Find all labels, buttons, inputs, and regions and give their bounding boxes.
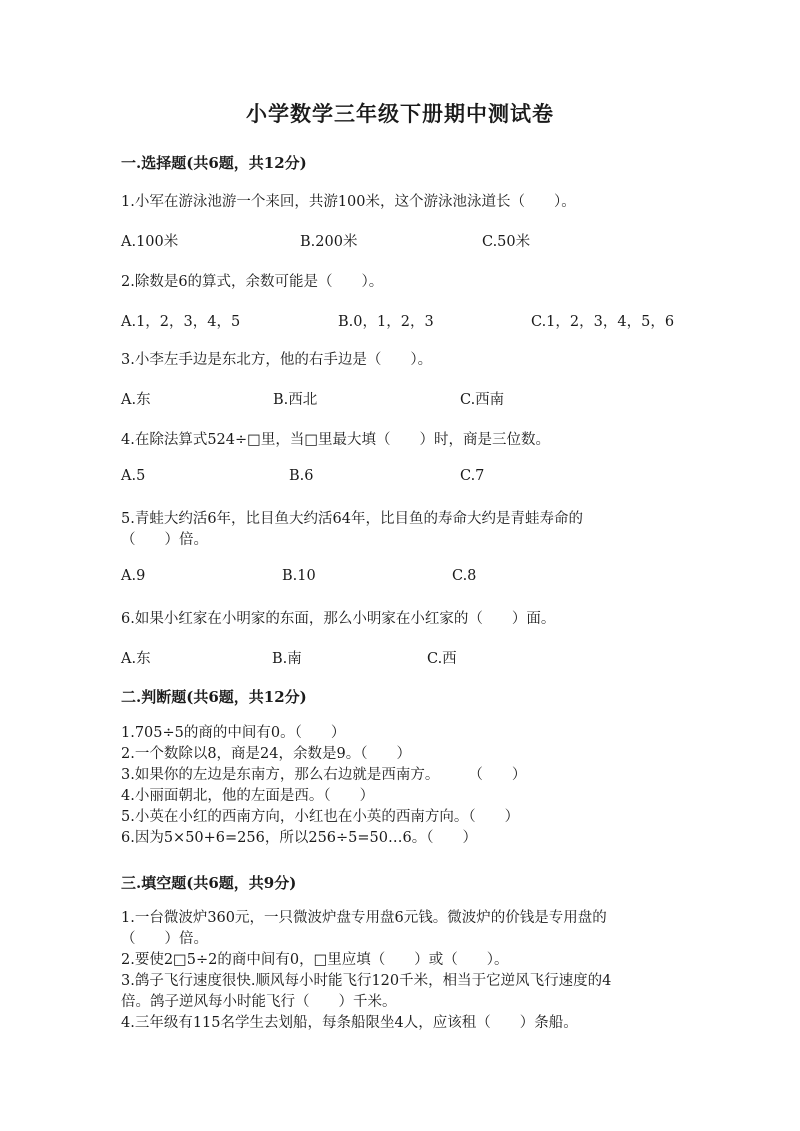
page-title: 小学数学三年级下册期中测试卷: [246, 101, 554, 126]
judge-item-5: 5.小英在小红的西南方向，小红也在小英的西南方向。（ ）: [121, 809, 520, 825]
choice-q5-option-c: C.8: [452, 568, 477, 584]
judge-item-3: 3.如果你的左边是东南方，那么右边就是西南方。 （ ）: [121, 767, 527, 783]
section-heading-choice: 一.选择题(共6题，共12分): [121, 154, 307, 172]
section-heading-fill: 三.填空题(共6题，共9分): [121, 874, 297, 892]
fill-item-1: 1.一台微波炉360元，一只微波炉盘专用盘6元钱。微波炉的价钱是专用盘的: [121, 910, 607, 926]
judge-item-1: 1.705÷5的商的中间有0。（ ）: [121, 725, 346, 741]
choice-question-5-cont: （ ）倍。: [121, 532, 208, 548]
judge-item-4: 4.小丽面朝北，他的左面是西。（ ）: [121, 788, 375, 804]
choice-q2-option-b: B.0，1，2，3: [338, 314, 434, 330]
choice-q6-option-b: B.南: [272, 651, 302, 667]
choice-q6-option-a: A.东: [121, 651, 151, 667]
choice-question-5: 5.青蛙大约活6年，比目鱼大约活64年，比目鱼的寿命大约是青蛙寿命的: [121, 511, 584, 527]
choice-q1-option-b: B.200米: [300, 234, 358, 250]
choice-question-3: 3.小李左手边是东北方，他的右手边是（ ）。: [121, 352, 433, 368]
choice-q4-option-b: B.6: [289, 468, 314, 484]
choice-question-2: 2.除数是6的算式，余数可能是（ ）。: [121, 274, 384, 290]
fill-item-4: 4.三年级有115名学生去划船，每条船限坐4人，应该租（ ）条船。: [121, 1015, 578, 1031]
judge-item-2: 2.一个数除以8，商是24，余数是9。（ ）: [121, 746, 411, 762]
choice-q1-option-c: C.50米: [482, 234, 531, 250]
choice-question-6: 6.如果小红家在小明家的东面，那么小明家在小红家的（ ）面。: [121, 611, 556, 627]
judge-item-6: 6.因为5×50+6=256，所以256÷5=50…6。（ ）: [121, 830, 477, 846]
fill-item-2: 2.要使2□5÷2的商中间有0，□里应填（ ）或（ ）。: [121, 952, 509, 968]
choice-q3-option-c: C.西南: [460, 392, 505, 408]
section-heading-judge: 二.判断题(共6题，共12分): [121, 688, 307, 706]
choice-q3-option-b: B.西北: [273, 392, 318, 408]
choice-q5-option-b: B.10: [282, 568, 316, 584]
choice-q2-option-c: C.1，2，3，4，5，6: [531, 314, 675, 330]
choice-question-4: 4.在除法算式524÷□里，当□里最大填（ ）时，商是三位数。: [121, 432, 551, 448]
choice-question-1: 1.小军在游泳池游一个来回，共游100米，这个游泳池泳道长（ ）。: [121, 194, 576, 210]
choice-q4-option-a: A.5: [121, 468, 146, 484]
fill-item-3: 3.鸽子飞行速度很快.顺风每小时能飞行120千米，相当于它逆风飞行速度的4: [121, 973, 612, 989]
choice-q4-option-c: C.7: [460, 468, 485, 484]
choice-q5-option-a: A.9: [121, 568, 146, 584]
choice-q6-option-c: C.西: [427, 651, 457, 667]
choice-q3-option-a: A.东: [121, 392, 151, 408]
choice-q2-option-a: A.1，2，3，4，5: [121, 314, 241, 330]
choice-q1-option-a: A.100米: [121, 234, 179, 250]
fill-item-1-cont: （ ）倍。: [121, 931, 208, 947]
fill-item-3-cont: 倍。鸽子逆风每小时能飞行（ ）千米。: [121, 994, 397, 1010]
